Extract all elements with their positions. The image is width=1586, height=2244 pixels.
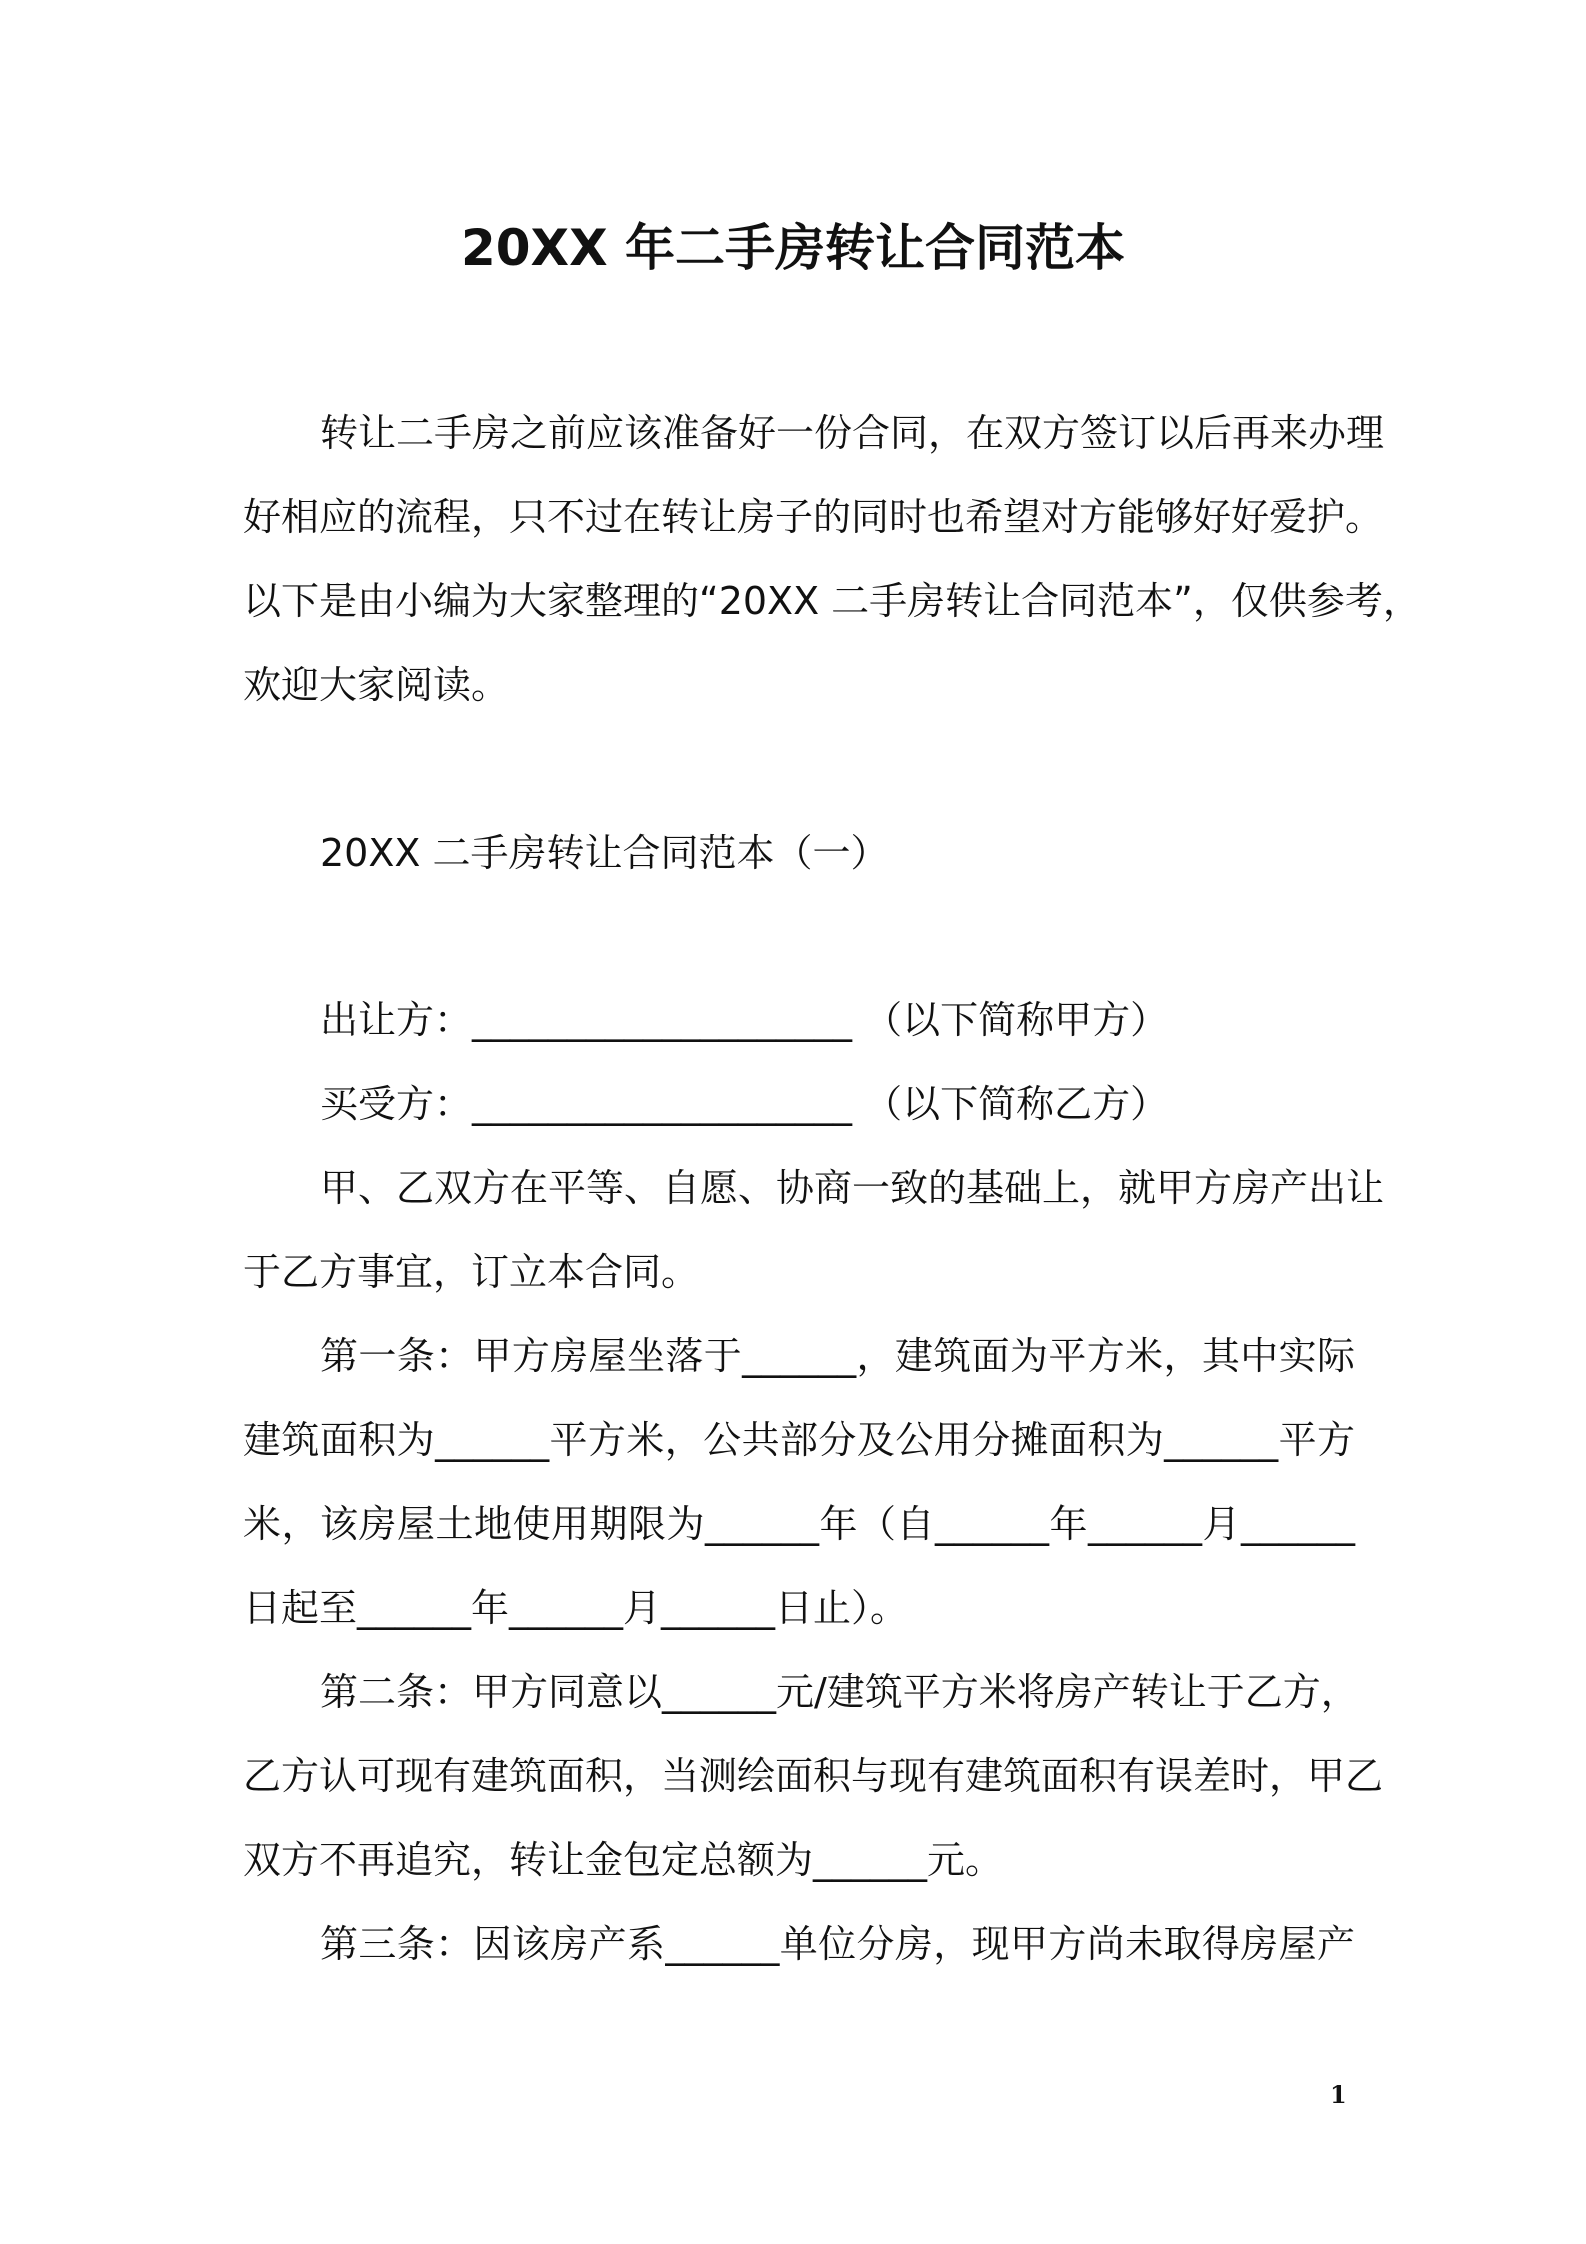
article1-line-1: 第一条：甲方房屋坐落于______，建筑面为平方米，其中实际 bbox=[320, 1334, 1355, 1378]
article2-line-2: 乙方认可现有建筑面积，当测绘面积与现有建筑面积有误差时，甲乙 bbox=[243, 1754, 1384, 1798]
article2-line-3: 双方不再追究，转让金包定总额为______元。 bbox=[243, 1838, 1004, 1882]
preamble-line-2: 于乙方事宜，订立本合同。 bbox=[243, 1250, 700, 1294]
intro-line-2: 好相应的流程，只不过在转让房子的同时也希望对方能够好好爱护。 bbox=[243, 495, 1384, 539]
article1-line-2: 建筑面积为______平方米，公共部分及公用分摊面积为______平方 bbox=[243, 1418, 1355, 1462]
article1-line-3: 米，该房屋土地使用期限为______年（自______年______月______ bbox=[243, 1502, 1355, 1546]
page-number: 1 bbox=[1330, 2080, 1347, 2109]
intro-line-3: 以下是由小编为大家整理的“20XX 二手房转让合同范本”，仅供参考， bbox=[243, 579, 1421, 623]
article3-line-1: 第三条：因该房产系______单位分房，现甲方尚未取得房屋产 bbox=[320, 1922, 1355, 1966]
party-buyer-line: 买受方：____________________ （以下简称乙方） bbox=[320, 1082, 1169, 1126]
intro-line-4: 欢迎大家阅读。 bbox=[243, 663, 510, 707]
preamble-line-1: 甲、乙双方在平等、自愿、协商一致的基础上，就甲方房产出让 bbox=[320, 1166, 1385, 1210]
document-title: 20XX 年二手房转让合同范本 bbox=[460, 219, 1126, 277]
section-heading: 20XX 二手房转让合同范本（一） bbox=[320, 831, 889, 875]
article2-line-1: 第二条：甲方同意以______元/建筑平方米将房产转让于乙方， bbox=[320, 1670, 1359, 1714]
article1-line-4: 日起至______年______月______日止）。 bbox=[243, 1586, 909, 1630]
party-seller-line: 出让方：____________________ （以下简称甲方） bbox=[320, 998, 1169, 1042]
intro-line-1: 转让二手房之前应该准备好一份合同，在双方签订以后再来办理 bbox=[320, 411, 1385, 455]
